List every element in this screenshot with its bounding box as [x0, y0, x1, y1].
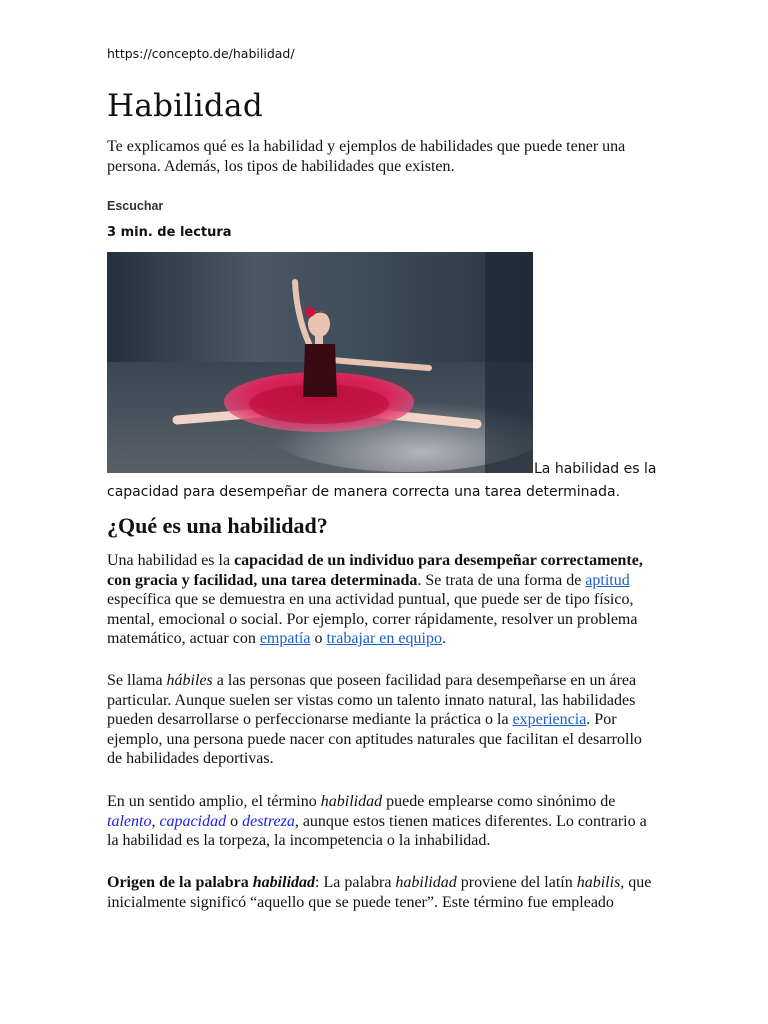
source-url: https://concepto.de/habilidad/	[107, 46, 295, 61]
link-trabajar-en-equipo[interactable]: trabajar en equipo	[326, 630, 442, 648]
page-title: Habilidad	[107, 88, 263, 124]
link-experiencia[interactable]: experiencia	[512, 711, 587, 729]
paragraph-sinonimos: En un sentido amplio, el término habilidad puede emplearse como sinónimo de talento, capacidad o destreza, aunque estos tienen matices diferentes. Lo contrario a la habilidad es la torpeza, la incompetencia o la inhabilidad.	[107, 793, 647, 850]
read-time: 3 min. de lectura	[107, 225, 232, 240]
paragraph-origen: Origen de la palabra habilidad: La palabra habilidad proviene del latín habilis, que inicialmente significó “aquello que se puede tener”. Este término fue empleado	[107, 874, 652, 911]
paragraph-definition: Una habilidad es la capacidad de un individuo para desempeñar correctamente, con gracia y facilidad, una tarea determinada. Se trata de una forma de aptitud específica que se demuestra en una actividad puntual, que puede ser de tipo físico, mental, emocional o social. Por ejemplo, correr rápidamente, resolver un problema matemático, actuar con empatía o trabajar en equipo.	[107, 552, 643, 648]
intro-text: Te explicamos qué es la habilidad y ejemplos de habilidades que puede tener una persona. Además, los tipos de habilidades que existen.	[107, 138, 626, 175]
image-caption: La habilidad es la capacidad para desempeñar de manera correcta una tarea determinada.	[107, 461, 657, 500]
link-aptitud[interactable]: aptitud	[585, 571, 630, 589]
paragraph-habiles: Se llama hábiles a las personas que poseen facilidad para desempeñarse en un área particular. Aunque suelen ser vistas como un talento innato natural, las habilidades pueden desarrollarse o perfeccionarse mediante la práctica o la experiencia. Por ejemplo, una persona puede nacer con aptitudes naturales que facilitan el desarrollo de habilidades deportivas.	[107, 672, 642, 768]
synonym-capacidad: capacidad	[159, 812, 227, 830]
synonym-talento: talento	[107, 812, 152, 830]
link-empatia[interactable]: empatía	[259, 630, 311, 648]
synonym-destreza: destreza	[242, 812, 295, 830]
listen-button[interactable]: Escuchar	[107, 199, 164, 213]
ballerina-photo	[107, 252, 533, 473]
section-heading: ¿Qué es una habilidad?	[107, 513, 328, 538]
